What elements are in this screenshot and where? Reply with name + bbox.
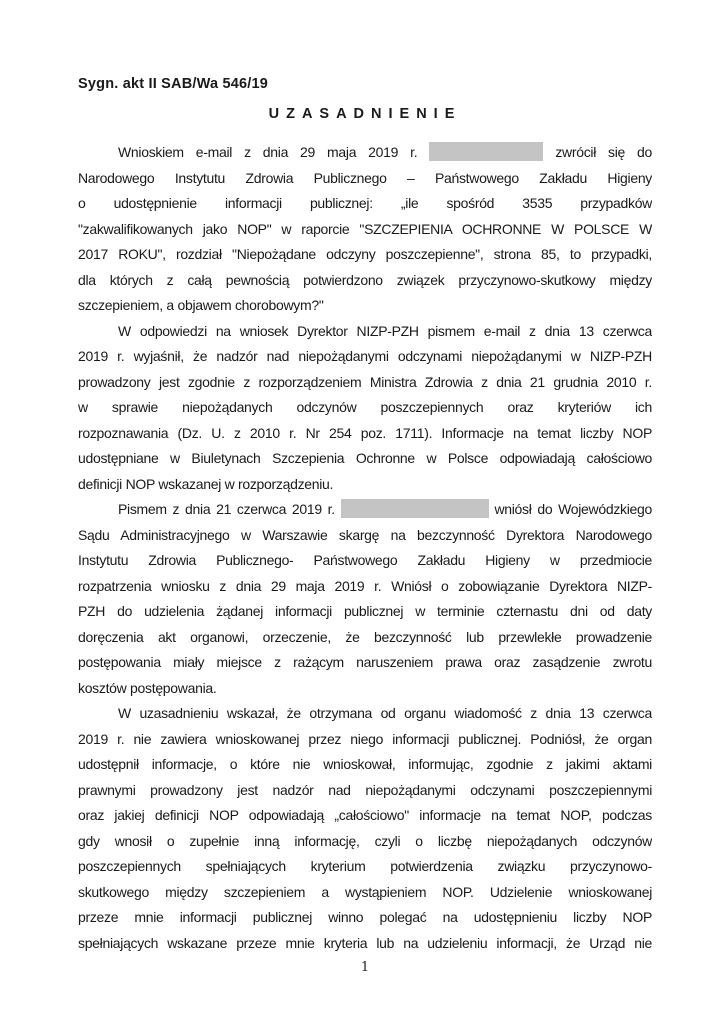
text-line: 2019 r. nie zawiera wnioskowanej przez niego informacji publicznej. Podniósł, że organ (78, 730, 652, 747)
text-line: 2019 r. wyjaśnił, że nadzór nad niepożądanymi odczynami niepożądanymi w NIZP-PZH (78, 348, 652, 364)
text-line: W uzasadnieniu wskazał, że otrzymana od organu wiadomość z dnia 13 czerwca (118, 705, 652, 721)
text-line: udostępnił informacje, o które nie wnioskował, informując, zgodnie z jakimi aktami (78, 756, 652, 772)
text-line: Sądu Administracyjnego w Warszawie skargę na bezczynność Dyrektora Narodowego (78, 526, 652, 543)
text-line: Pismem z dnia 21 czerwca 2019 r. wniósł do Wojewódzkiego (118, 501, 652, 517)
text-line: rozpatrzenia wniosku z dnia 29 maja 2019 r. Wniósł o zobowiązanie Dyrektora NIZP- (78, 577, 652, 594)
text-line: dla których z całą pewnością potwierdzono związek przyczynowo-skutkowy między (78, 271, 652, 288)
text-line: oraz jakiej definicji NOP odpowiadają „całościowo" informacje na temat NOP, podczas (78, 807, 652, 823)
redaction-box (341, 499, 489, 518)
redaction-box (429, 142, 543, 161)
text-line: Wnioskiem e-mail z dnia 29 maja 2019 r. zwrócił się do (118, 144, 652, 160)
text-line: gdy wnosił o zupełnie inną informację, czyli o liczbę niepożądanych odczynów (78, 832, 652, 849)
text-line: 2017 ROKU", rozdział "Niepożądane odczyny poszczepienne", strona 85, to przypadki, (78, 246, 652, 262)
text-line: doręczenia akt organowi, orzeczenie, że bezczynność lub przewlekłe prowadzenie (78, 628, 652, 645)
text-line: W odpowiedzi na wniosek Dyrektor NIZP-PZH pismem e-mail z dnia 13 czerwca (118, 322, 652, 339)
text-line: rozpoznawania (Dz. U. z 2010 r. Nr 254 poz. 1711). Informacje na temat liczby NOP (78, 424, 652, 441)
text-line: Narodowego Instytutu Zdrowia Publicznego – Państwowego Zakładu Higieny (78, 169, 652, 186)
text-line: Instytutu Zdrowia Publicznego- Państwowego Zakładu Higieny w przedmiocie (78, 552, 652, 568)
text-line: przeze mnie informacji publicznej winno polegać na udostępnieniu liczby NOP (78, 909, 652, 925)
text-line: prawnymi prowadzony jest nadzór nad niepożądanymi odczynami poszczepiennymi (78, 781, 652, 798)
text-line: "zakwalifikowanych jako NOP" w raporcie "SZCZEPIENIA OCHRONNE W POLSCE W (78, 220, 652, 237)
text-line: poszczepiennych spełniających kryterium potwierdzenia związku przyczynowo- (78, 858, 652, 874)
text-line: prowadzony jest zgodnie z rozporządzeniem Ministra Zdrowia z dnia 21 grudnia 2010 r. (78, 373, 652, 390)
case-number: Sygn. akt II SAB/Wa 546/19 (78, 76, 269, 92)
document-title: UZASADNIENIE (268, 106, 462, 122)
page-number: 1 (360, 960, 370, 975)
text-line: o udostępnienie informacji publicznej: „ile spośród 3535 przypadków (78, 195, 652, 211)
text-line: PZH do udzielenia żądanej informacji publicznej w terminie czternastu dni od daty (78, 603, 652, 619)
text-line: kosztów postępowania. (78, 679, 217, 696)
text-line: w sprawie niepożądanych odczynów poszczepiennych oraz kryteriów ich (78, 399, 652, 415)
text-line: udostępniane w Biuletynach Szczepienia Ochronne w Polsce odpowiadają całościowo (78, 450, 652, 466)
text-line: definicji NOP wskazanej w rozporządzeniu. (78, 475, 334, 492)
text-line: skutkowego między szczepieniem a wystąpieniem NOP. Udzielenie wnioskowanej (78, 883, 652, 900)
text-line: postępowania miały miejsce z rażącym naruszeniem prawa oraz zasądzenie zwrotu (78, 654, 652, 670)
text-line: szczepieniem, a objawem chorobowym?" (78, 297, 324, 313)
document-body (78, 140, 652, 956)
text-line: spełniających wskazane przeze mnie kryteria lub na udzieleniu informacji, że Urząd nie (78, 934, 652, 951)
